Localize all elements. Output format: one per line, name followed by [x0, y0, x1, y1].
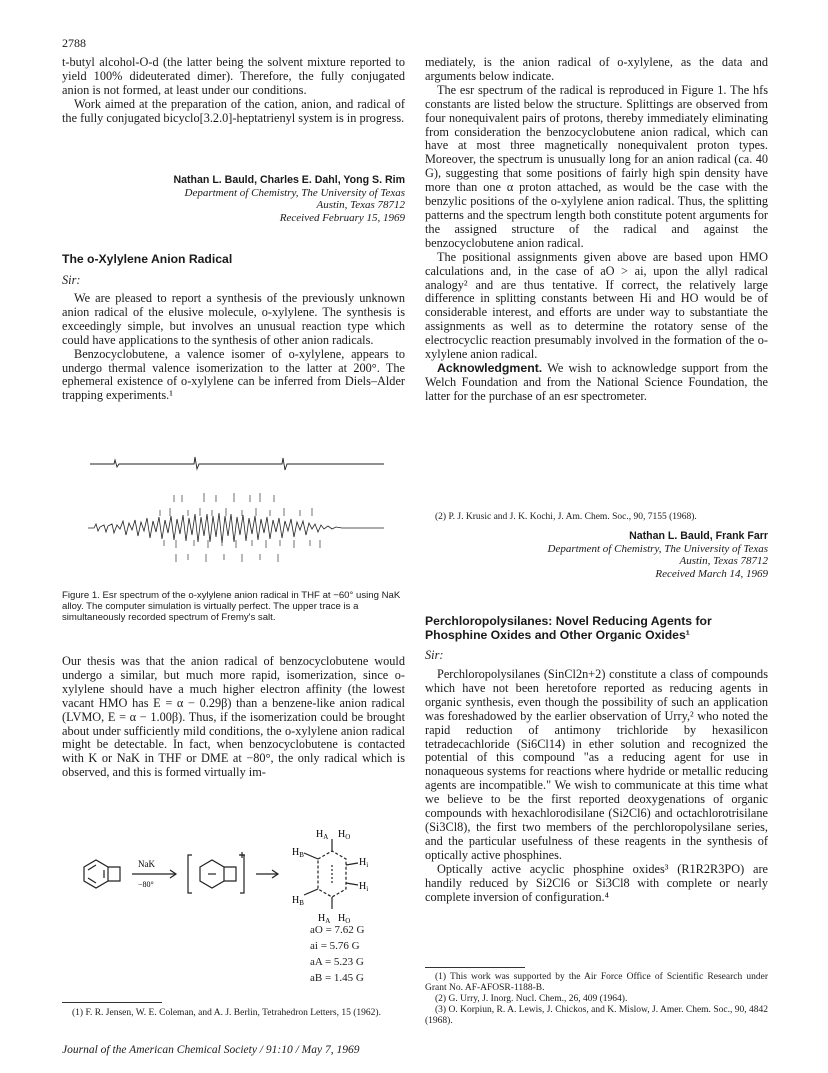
label-ho-top: $H_O$: [338, 829, 351, 841]
acknowledgment-heading: Acknowledgment.: [437, 360, 543, 375]
affiliation-block-2: [500, 530, 768, 580]
label-ho-bottom: $H_O$: [338, 913, 351, 925]
received-date-2: Received March 14, 1969: [655, 567, 768, 580]
label-hi-bottom: $H_i$: [359, 881, 369, 893]
esr-spectrum-figure: [84, 450, 404, 590]
hfs-ai: ai = 5.76 G: [310, 940, 360, 952]
footnote-rule-right: [425, 967, 525, 968]
page-number: 2788: [62, 36, 86, 50]
footnote-2-krusic: (2) P. J. Krusic and J. K. Kochi, J. Am. Chem. Soc., 90, 7155 (1968).: [435, 512, 697, 522]
right-paragraph-4: Perchloropolysilanes (SinCl2n+2) constitute a class of compounds which have not been heretofore reported as reducing agents in organic synthesis, even though the possibility of such an application was foreshadowed by the earlier observation of Urry,² who noted the rapid reduction of antimony trichloride by hexasilicon tetradecachloride (Si6Cl14) in ether solution and recognized the potential of this compound "as a reducing agent for use in nonaqueous systems for reactions where hydride or metallic reducing agents are incompatible." We wish to communicate at this time what we believe to be the first reported deoxygenations of organic compounds with hexachlorodisilane (Si2Cl6) and octachlorotrisilane (Si3Cl8), the first two members of the perchloropolysilane series, and the particular usefulness of these reagents in the synthesis of optically active phosphines.: [425, 667, 768, 862]
left-column-body-2: [62, 655, 405, 780]
intro-paragraph-2: Work aimed at the preparation of the cation, anion, and radical of the fully conjugated bicyclo[3.2.0]-heptatrienyl system is in progress.: [62, 96, 405, 125]
right-paragraph-5: Optically active acyclic phosphine oxides³ (R1R2R3PO) are handily reduced by Si2Cl6 or Si3Cl8 with complete or nearly complete inversion of configuration.⁴: [425, 861, 768, 904]
salutation-2: Sir:: [425, 648, 444, 662]
label-hb-bottom: $H_B$: [292, 895, 304, 907]
footnote-left: [62, 1008, 405, 1019]
intro-paragraph-1: t-butyl alcohol-O-d (the latter being the solvent mixture reported to yield 100% dideuterated dimer). Therefore, the fully conjugated anion is not formed, at least under our conditions.: [62, 55, 405, 97]
body-paragraph-1: We are pleased to report a synthesis of the previously unknown anion radical of the elusive molecule, o-xylylene. The synthesis is exceedingly simple, but involves an unusual reaction type which could have applications to the synthesis of other anion radicals.: [62, 291, 405, 347]
benzocyclobutene-anion-radical-structure: [188, 852, 245, 893]
footnote-r1: (1) This work was supported by the Air Force Office of Scientific Research under Grant No. AF-AFOSR-1188-B.: [425, 972, 768, 993]
label-hb-top: $H_B$: [292, 847, 304, 859]
hfs-aa: aA = 5.23 G: [310, 956, 364, 968]
article-title-2: Perchloropolysilanes: Novel Reducing Agents for Phosphine Oxides and Other Organic Oxides¹: [425, 614, 712, 642]
body-paragraph-3: Our thesis was that the anion radical of benzocyclobutene would undergo a similar, but much more rapid, isomerization, since o-xylylene should have a much higher electron affinity (the lowest vacant HMO has E = α − 0.29β) than a benzene-like anion radical (LVMO, E = α − 1.00β). Thus, if the isomerization could be brought about under sufficiently mild conditions, the o-xylylene anion radical might be detectable. In fact, when benzocyclobutene is contacted with K or NaK in THF or DME at −80°, the only radical which is observed, and this is formed virtually im-: [62, 654, 405, 780]
footnote-1: (1) F. R. Jensen, W. E. Coleman, and A. J. Berlin, Tetrahedron Letters, 15 (1962).: [72, 1008, 381, 1018]
right-paragraph-2: The esr spectrum of the radical is reproduced in Figure 1. The hfs constants are listed below the structure. Splittings are observed from four nonequivalent pairs of protons, thereby immediately eliminating from consideration the benzocyclobutene anion radical, which can have at most three magnetically nonequivalent proton types. Moreover, the spectrum is unusually long for an anion radical (ca. 40 G), suggesting that some positions of fairly high spin density have more than one α proton attached, as would be the case with the benzylic positions of the o-xylylene anion radical. Thus, the splitting patterns and the spectrum length both constitute potent arguments for the assigned structure of the radical and against the benzocyclobutene anion radical.: [425, 82, 768, 250]
footnote-r3: (3) O. Korpiun, R. A. Lewis, J. Chickos, and K. Mislow, J. Amer. Chem. Soc., 90, 4842 (1968).: [425, 1005, 768, 1026]
fremy-salt-trace: [90, 457, 384, 470]
hfs-ao: aO = 7.62 G: [310, 924, 365, 936]
label-ha-top: $H_A$: [316, 829, 329, 841]
city-2: Austin, Texas 78712: [679, 555, 768, 568]
footnote-rule-left: [62, 1002, 162, 1003]
authors-2: Nathan L. Bauld, Frank Farr: [629, 530, 768, 542]
reaction-arrow-1: [132, 870, 176, 878]
salutation-1: Sir:: [62, 273, 81, 287]
journal-footer: Journal of the American Chemical Society / 91:10 / May 7, 1969: [62, 1044, 360, 1056]
right-column-body-2: [425, 668, 768, 904]
hfs-ab: aB = 1.45 G: [310, 972, 364, 984]
department-1: Department of Chemistry, The University of Texas: [184, 186, 405, 199]
footnote-right-1: [425, 512, 768, 523]
left-column-body-1: [62, 292, 405, 403]
right-paragraph-1: mediately, is the anion radical of o-xylylene, as the data and arguments below indicate.: [425, 55, 768, 83]
right-paragraph-3: The positional assignments given above are based upon HMO calculations and, in the case of aO > ai, upon the allyl radical analogy² and are thus tentative. If correct, the relatively large difference in splitting constants between Hi and HO would be of considerable interest, and efforts are under way to substantiate the assignments as well as to determine the rotatory sense of the electrocyclic reaction presumably involved in the formation of the o-xylylene anion radical.: [425, 249, 768, 362]
body-paragraph-2: Benzocyclobutene, a valence isomer of o-xylylene, appears to undergo thermal valence isomerization to the latter at 200°. The ephemeral existence of o-xylylene can be inferred from Diels–Alder trapping experiments.¹: [62, 346, 405, 403]
benzocyclobutene-structure: [84, 860, 120, 888]
acknowledgment-text: We wish to acknowledge support from the Welch Foundation and from the National Science Foundation, the latter for the purchase of an esr spectrometer.: [425, 360, 768, 403]
o-xylylene-anion-radical-structure: [304, 839, 358, 909]
authors-1: Nathan L. Bauld, Charles E. Dahl, Yong S. Rim: [173, 174, 405, 186]
right-column-body-1: [425, 56, 768, 404]
figure-1-caption: Figure 1. Esr spectrum of the o-xylylene anion radical in THF at −60° using NaK alloy. The computer simulation is virtually perfect. The upper trace is a simultaneously recorded spectrum of Fremy's salt.: [62, 590, 401, 623]
affiliation-block-1: [140, 174, 405, 224]
temperature-label: −80°: [138, 880, 154, 889]
label-hi-top: $H_i$: [359, 857, 369, 869]
acknowledgment-paragraph: [425, 362, 768, 404]
article-title-1: The o-Xylylene Anion Radical: [62, 252, 233, 266]
city-1: Austin, Texas 78712: [316, 199, 405, 212]
hfs-constants: [310, 922, 364, 986]
department-2: Department of Chemistry, The University of Texas: [547, 542, 768, 555]
received-date-1: Received February 15, 1969: [279, 211, 405, 224]
label-ha-bottom: $H_A$: [318, 913, 331, 925]
esr-spectrum-trace: [88, 513, 384, 543]
footnotes-right: [425, 972, 768, 1027]
reaction-arrow-2: [256, 870, 278, 878]
footnote-r2: (2) G. Urry, J. Inorg. Nucl. Chem., 26, 409 (1964).: [435, 994, 628, 1004]
left-column-intro: [62, 56, 405, 126]
reagent-label: NaK: [138, 859, 155, 869]
